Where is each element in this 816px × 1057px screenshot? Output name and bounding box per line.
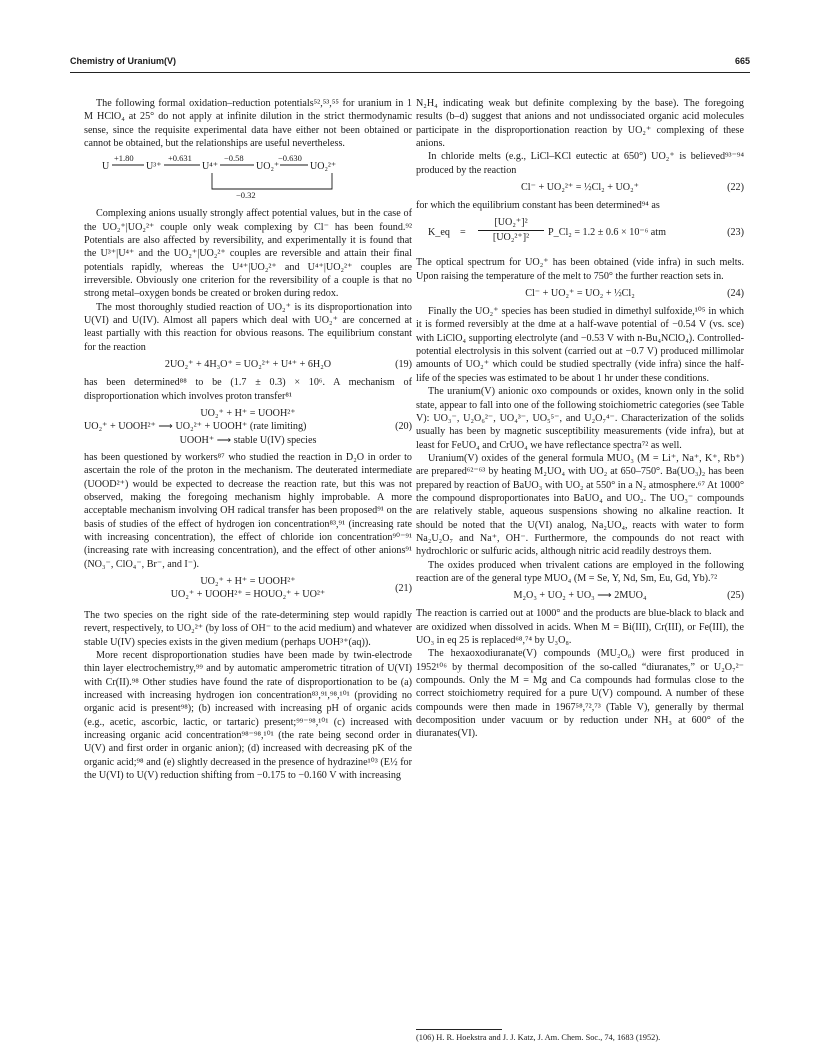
- species-label: U⁴⁺: [202, 161, 218, 173]
- potential-label: −0.58: [224, 153, 244, 164]
- paragraph: The uranium(V) anionic oxo compounds or oxides, known only in the solid state, appear to fall into one of the following stoichiometric categories (see Table V): UO₃⁻, U₂O₆²⁻, UO₄³⁻, UO₅⁵⁻, and U₂O₇⁴⁻. Characterization of the solids usually has been by magnetic susceptibility measurements (vide infra), but at least for FeUO₄ and CrUO₄ we have reflectance spectra⁷² as well.: [416, 386, 744, 451]
- equals-sign: =: [460, 227, 466, 239]
- fraction: [478, 216, 544, 245]
- equation-body: Cl⁻ + UO₂⁺ = UO₂ + ½Cl₂: [525, 288, 635, 300]
- left-column: [84, 97, 412, 782]
- equation-number: (22): [727, 182, 744, 194]
- paragraph: The most thoroughly studied reaction of UO₂⁺ is its disproportionation into U(VI) and U(IV). Almost all papers which deal with UO₂⁺ are concerned at least partially with this reaction for obvious reasons. The equilibrium constant for the reaction: [84, 301, 412, 353]
- species-label: U: [102, 161, 110, 173]
- paragraph: Finally the UO₂⁺ species has been studied in dimethyl sulfoxide,¹⁰⁵ in which it is formed reversibly at the dme at a half-wave potential of −0.54 V (vs. sce) with LiClO₄ supporting electrolyte (and −0.53 V with n-Bu₄NClO₄). Controlled-potential electrolysis in this solvent (carried out at −0.7 V) produced millimolar amounts of UO₂⁺ which could be studied spectrally (vide infra) since the half-life of the species was estimated to be about 1 hr under these conditions.: [416, 306, 744, 384]
- paragraph: Uranium(V) oxides of the general formula MUO₃ (M = Li⁺, Na⁺, K⁺, Rb⁺) are prepared⁶²⁻⁶³ by heating M₂UO₄ with UO₂ at 650–750°. Ba(UO₃)₂ has been prepared by reaction of BaUO₃ with UO₂ at 550° in a N₂ atmosphere.⁶⁷ At 1000° the compound disproportionates into BaUO₄ and UO₂. The UO₃⁻ compounds are relatively stable, aqueous suspensions showing no alkaline reaction. It should be noted that the U(VI) analog, Na₂UO₄, reacts with water to form Na₂U₂O₇ and Na⁺, OH⁻. Furthermore, the compounds do not react with hydrochloric or sulfuric acids, although nitric acid readily destroys them.: [416, 452, 744, 558]
- paragraph: The optical spectrum for UO₂⁺ has been obtained (vide infra) in such melts. Upon raising the temperature of the melt to 750° the further reaction sets in.: [416, 257, 744, 282]
- page-header: [70, 56, 750, 70]
- equation-number: (19): [395, 359, 412, 371]
- potential-label: −0.630: [278, 153, 302, 164]
- potential-label: +0.631: [168, 153, 192, 164]
- running-title: Chemistry of Uranium(V): [70, 56, 177, 66]
- species-label: UO₂⁺: [256, 161, 280, 173]
- equation-25: [416, 589, 744, 603]
- species-label: UO₂²⁺: [310, 161, 337, 173]
- species-label: U³⁺: [146, 161, 162, 173]
- potential-diagram: [84, 153, 412, 201]
- equation-line: UO₂⁺ + UOOH²⁺ = HOUO₂⁺ + UO²⁺: [170, 589, 326, 601]
- equation-19: [84, 358, 412, 372]
- equation-number: (20): [395, 420, 412, 432]
- footnote-rule: [416, 1029, 502, 1030]
- equation-line: UO₂⁺ + UOOH²⁺ ⟶ UO₂²⁺ + UOOH⁺ (rate limiting): [84, 421, 307, 433]
- equation-21: [84, 575, 412, 605]
- paragraph: Complexing anions usually strongly affect potential values, but in the case of the UO₂⁺|UO₂²⁺ couple only weak complexing by Cl⁻ has been found.⁹² Potentials are also affected by reversibility, and experimentally it is found that the U³⁺|U⁴⁺ and the UO₂⁺|UO₂²⁺ couples are reversible and attain their final potentials rapidly, whereas the U⁴⁺|UO₂²⁺ and U⁴⁺|UO₂²⁺ couples are irreversible. Obviously one criterion for the reversibility of a couple is that no strong metal–oxygen bonds be created or broken during redox.: [84, 208, 412, 300]
- equation-line: UOOH⁺ ⟶ stable U(IV) species: [179, 434, 317, 446]
- potential-label: −0.32: [236, 190, 256, 201]
- equation-number: (21): [395, 582, 412, 594]
- paragraph: The reaction is carried out at 1000° and the products are blue-black to black and are oxidized when dissolved in acids. When M = Bi(III), Cr(III), or Fe(III), the UO₃ in eq 25 is replaced⁶⁸,⁷⁴ by U₃O₈.: [416, 608, 744, 646]
- paragraph: The following formal oxidation–reduction potentials⁵²,⁵³,⁵⁵ for uranium in 1 M HClO₄ at 25° do not apply at infinite dilution in the strict thermodynamic sense, since the requisite experimental data have either not been obtained or cannot be obtained, but the relationships are useful nevertheless.: [84, 98, 412, 150]
- paragraph: More recent disproportionation studies have been made by twin-electrode thin layer electrochemistry,⁹⁹ and by automatic amperometric titration of U(VI) with Cr(II).⁹⁸ Other studies have found the rate of disproportionation to be (a) increased with increasing hydrogen ion concentration⁸³,⁹¹,⁹⁸,¹⁰¹ (providing no organic acid is present⁹⁸); (b) increased with increasing pH of organic acids (e.g., acetic, ascorbic, lactic, or tartaric) present;⁹⁹⁻⁹⁸,¹⁰¹ (c) increased with increasing organic acid concentration⁹⁸⁻⁹⁸,¹⁰¹ (the rate being second order in U(V) and first order in organic anion); (d) increased with decreasing pK of the organic acid;⁹⁸ and (e) slightly decreased in the presence of hydrazine¹⁰³ (E½ for the U(VI) to U(V) reduction shifting from −0.175 to −0.160 V with increasing: [84, 649, 412, 782]
- equation-number: (25): [727, 590, 744, 602]
- paragraph: N₂H₄ indicating weak but definite complexing by the base). The foregoing results (b–d) suggest that anions and not undissociated organic acid molecules participate in the disproportionation reaction by UO₂⁺ complexing of these anions.: [416, 98, 744, 150]
- paragraph: In chloride melts (e.g., LiCl–KCl eutectic at 650°) UO₂⁺ is believed⁹³⁻⁹⁴ produced by the reaction: [416, 151, 744, 176]
- equation-body: Cl⁻ + UO₂²⁺ = ½Cl₂ + UO₂⁺: [521, 182, 639, 194]
- paragraph: for which the equilibrium constant has been determined⁹⁴ as: [416, 200, 660, 212]
- fraction-numerator: [UO₂⁺]²: [478, 216, 544, 231]
- equation-body: M₂O₃ + UO₂ + UO₃ ⟶ 2MUO₄: [513, 590, 647, 602]
- equation-lhs: K_eq: [428, 227, 450, 239]
- potential-label: +1.80: [114, 153, 134, 164]
- paragraph: The hexaoxodiuranate(V) compounds (MU₂O₆) were first produced in 1952¹⁰⁶ by thermal decomposition of the so-called “diuranates,” or U₂O₇²⁻ compounds. Only the M = Mg and Ca compounds had formulas close to the correct stoichiometry required for a pure U(V) compound. A number of these compounds were then made in 1967⁵⁸,⁷²,⁷³ (Table V), generally by thermal decomposition under vacuum or by reduction under NH₃ at 600° of the diuranates(VI).: [416, 648, 744, 740]
- paragraph: The two species on the right side of the rate-determining step would rapidly revert, respectively, to UO₂²⁺ (by loss of OH⁻ to the acid medium) and whatever stable U(IV) species exists in the given medium (perhaps UOH³⁺(aq)).: [84, 609, 412, 648]
- equation-line: UO₂⁺ + H⁺ = UOOH²⁺: [200, 575, 296, 587]
- fraction-denominator: [UO₂²⁺]²: [492, 232, 530, 244]
- header-rule: [70, 72, 750, 73]
- equation-number: (23): [727, 227, 744, 239]
- equation-22: [416, 181, 744, 195]
- potential-scheme: [84, 153, 412, 201]
- equation-line: UO₂⁺ + H⁺ = UOOH²⁺: [200, 407, 296, 419]
- paragraph: has been determined⁸⁸ to be (1.7 ± 0.3) × 10⁶. A mechanism of disproportionation which involves proton transfer⁸¹: [84, 377, 412, 402]
- equation-23: [416, 216, 744, 252]
- equation-number: (24): [727, 288, 744, 300]
- paragraph: The oxides produced when trivalent cations are employed in the following reaction are of the general type MUO₄ (M = Se, Y, Nd, Sm, Eu, Gd, Yb).⁷²: [416, 559, 744, 584]
- paragraph: has been questioned by workers⁸⁷ who studied the reaction in D₂O in order to ascertain the role of the proton in the mechanism. The deuterated intermediate (UOOD²⁺) would be expected to decrease the reaction rate, but this was not observed, making the foregoing mechanism highly improbable. A more acceptable mechanism involving OH radical transfer has been proposed⁹¹ on the basis of studies of the effect of hydrogen ion concentration⁸³,⁹¹ (increasing rate with increasing concentration), the effect of chloride ion concentration⁹⁰⁻⁹¹ (increasing rate with increasing concentration), and the effect of other anions⁹¹ (NO₃⁻, ClO₄⁻, Br⁻, and I⁻).: [84, 451, 412, 570]
- footnote: (106) H. R. Hoekstra and J. J. Katz, J. Am. Chem. Soc., 74, 1683 (1952).: [416, 1033, 661, 1042]
- equation-body: 2UO₂⁺ + 4H₃O⁺ = UO₂²⁺ + U⁴⁺ + 6H₂O: [164, 359, 332, 371]
- right-column: [416, 97, 744, 741]
- equation-20: [84, 407, 412, 447]
- equation-rhs: P_Cl₂ = 1.2 ± 0.6 × 10⁻⁶ atm: [548, 227, 666, 239]
- equation-24: [416, 287, 744, 301]
- scheme-bracket: [212, 173, 332, 189]
- page-number: 665: [734, 56, 750, 66]
